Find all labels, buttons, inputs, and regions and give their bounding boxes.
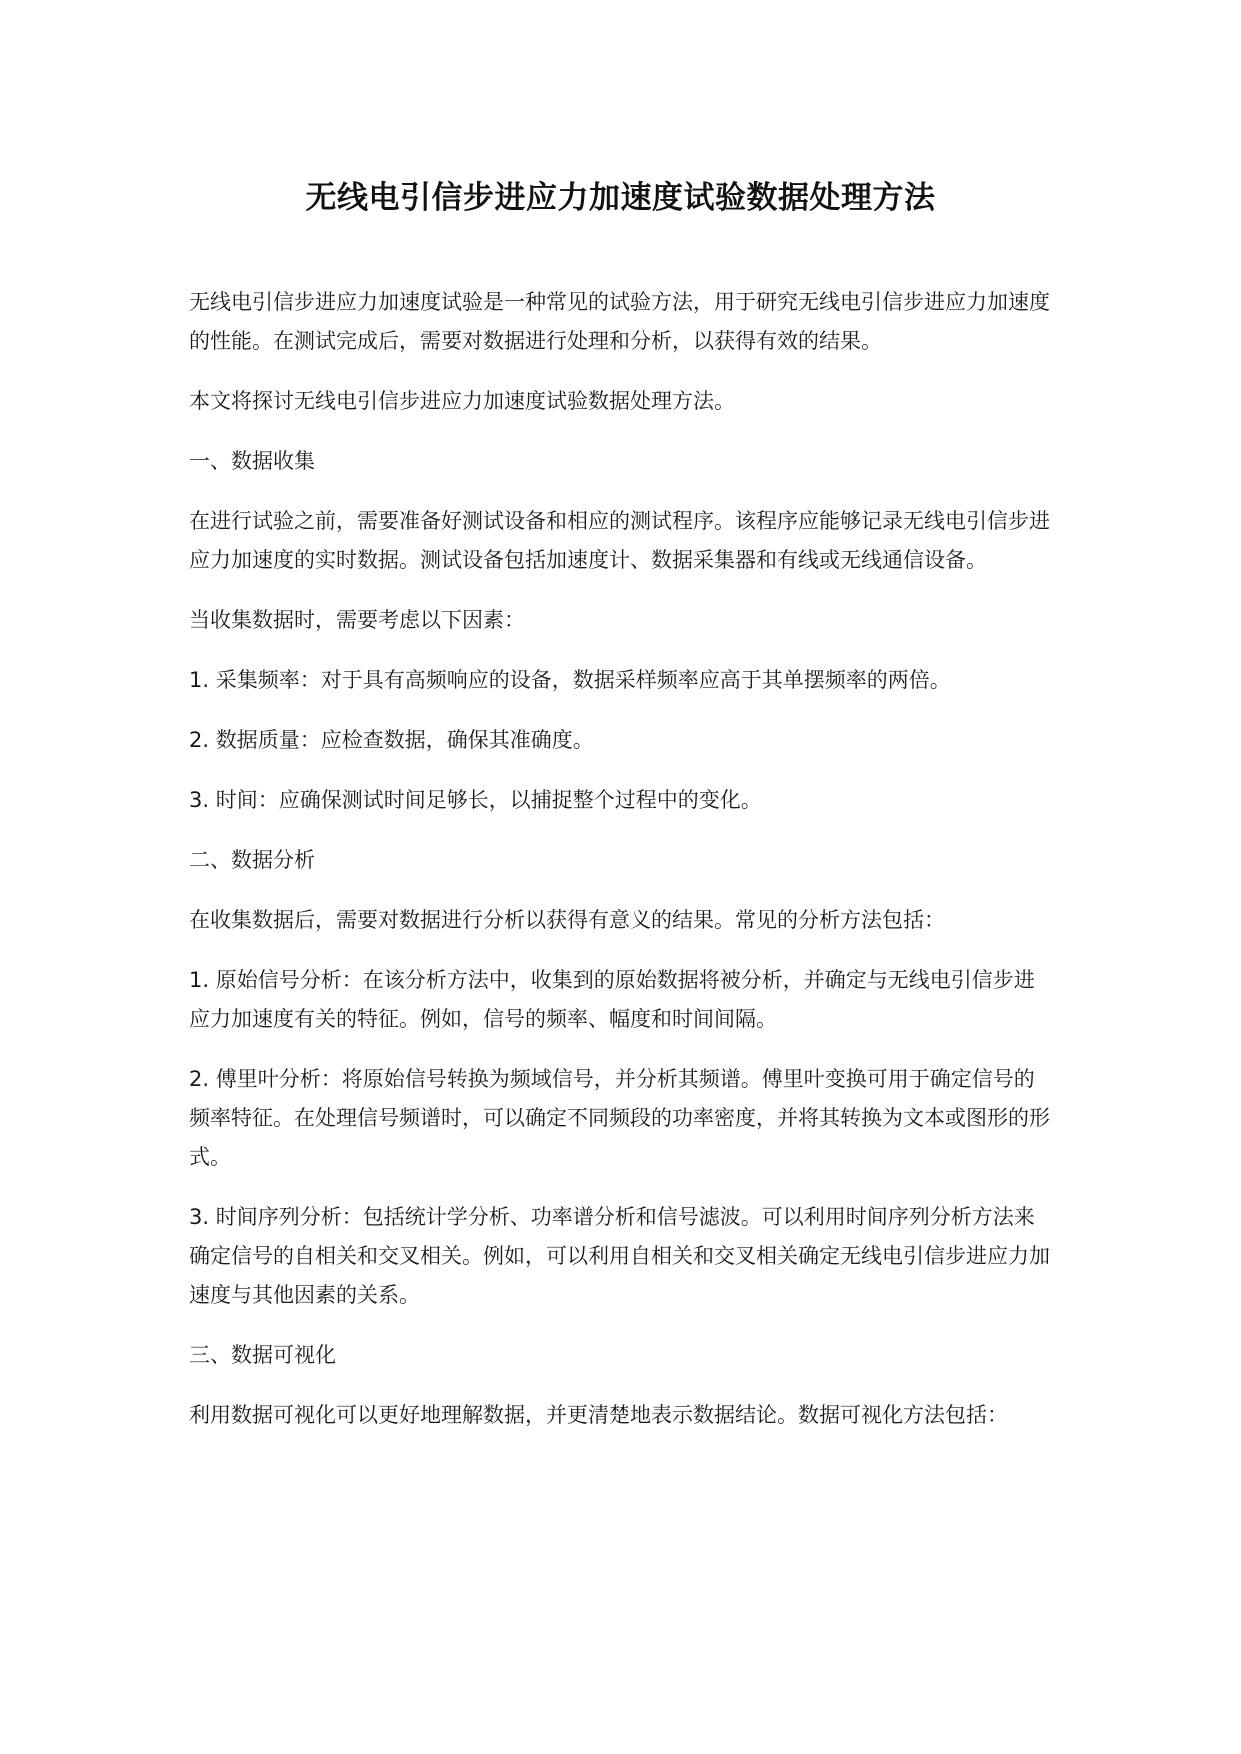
document-title: 无线电引信步进应力加速度试验数据处理方法 (305, 180, 936, 216)
document-body (189, 283, 1055, 1456)
factor-item-2: 2. 数据质量：应检查数据，确保其准确度。 (189, 728, 594, 752)
analysis-item-3: 3. 时间序列分析：包括统计学分析、功率谱分析和信号滤波。可以利用时间序列分析方法来确定信号的自相关和交叉相关。例如，可以利用自相关和交叉相关确定无线电引信步进应力加速度与其他因素的关系。 (189, 1205, 1050, 1307)
section-heading-data-analysis: 二、数据分析 (189, 848, 315, 872)
collection-factors-intro: 当收集数据时，需要考虑以下因素： (189, 608, 525, 632)
analysis-intro-paragraph: 在收集数据后，需要对数据进行分析以获得有意义的结果。常见的分析方法包括： (189, 908, 945, 932)
visualization-paragraph: 利用数据可视化可以更好地理解数据，并更清楚地表示数据结论。数据可视化方法包括： (189, 1403, 1008, 1427)
factor-item-3: 3. 时间：应确保测试时间足够长，以捕捉整个过程中的变化。 (189, 788, 762, 812)
analysis-item-1: 1. 原始信号分析：在该分析方法中，收集到的原始数据将被分析，并确定与无线电引信步进应力加速度有关的特征。例如，信号的频率、幅度和时间间隔。 (189, 968, 1035, 1031)
section-heading-data-visualization: 三、数据可视化 (189, 1343, 336, 1367)
factor-item-1: 1. 采集频率：对于具有高频响应的设备，数据采样频率应高于其单摆频率的两倍。 (189, 668, 951, 692)
analysis-item-2: 2. 傅里叶分析：将原始信号转换为频域信号，并分析其频谱。傅里叶变换可用于确定信号的频率特征。在处理信号频谱时，可以确定不同频段的功率密度，并将其转换为文本或图形的形式。 (189, 1067, 1050, 1169)
intro-paragraph: 无线电引信步进应力加速度试验是一种常见的试验方法，用于研究无线电引信步进应力加速度的性能。在测试完成后，需要对数据进行处理和分析，以获得有效的结果。 (189, 290, 1050, 353)
scope-paragraph: 本文将探讨无线电引信步进应力加速度试验数据处理方法。 (189, 389, 735, 413)
section-heading-data-collection: 一、数据收集 (189, 449, 315, 473)
data-collection-paragraph: 在进行试验之前，需要准备好测试设备和相应的测试程序。该程序应能够记录无线电引信步进应力加速度的实时数据。测试设备包括加速度计、数据采集器和有线或无线通信设备。 (189, 509, 1050, 572)
